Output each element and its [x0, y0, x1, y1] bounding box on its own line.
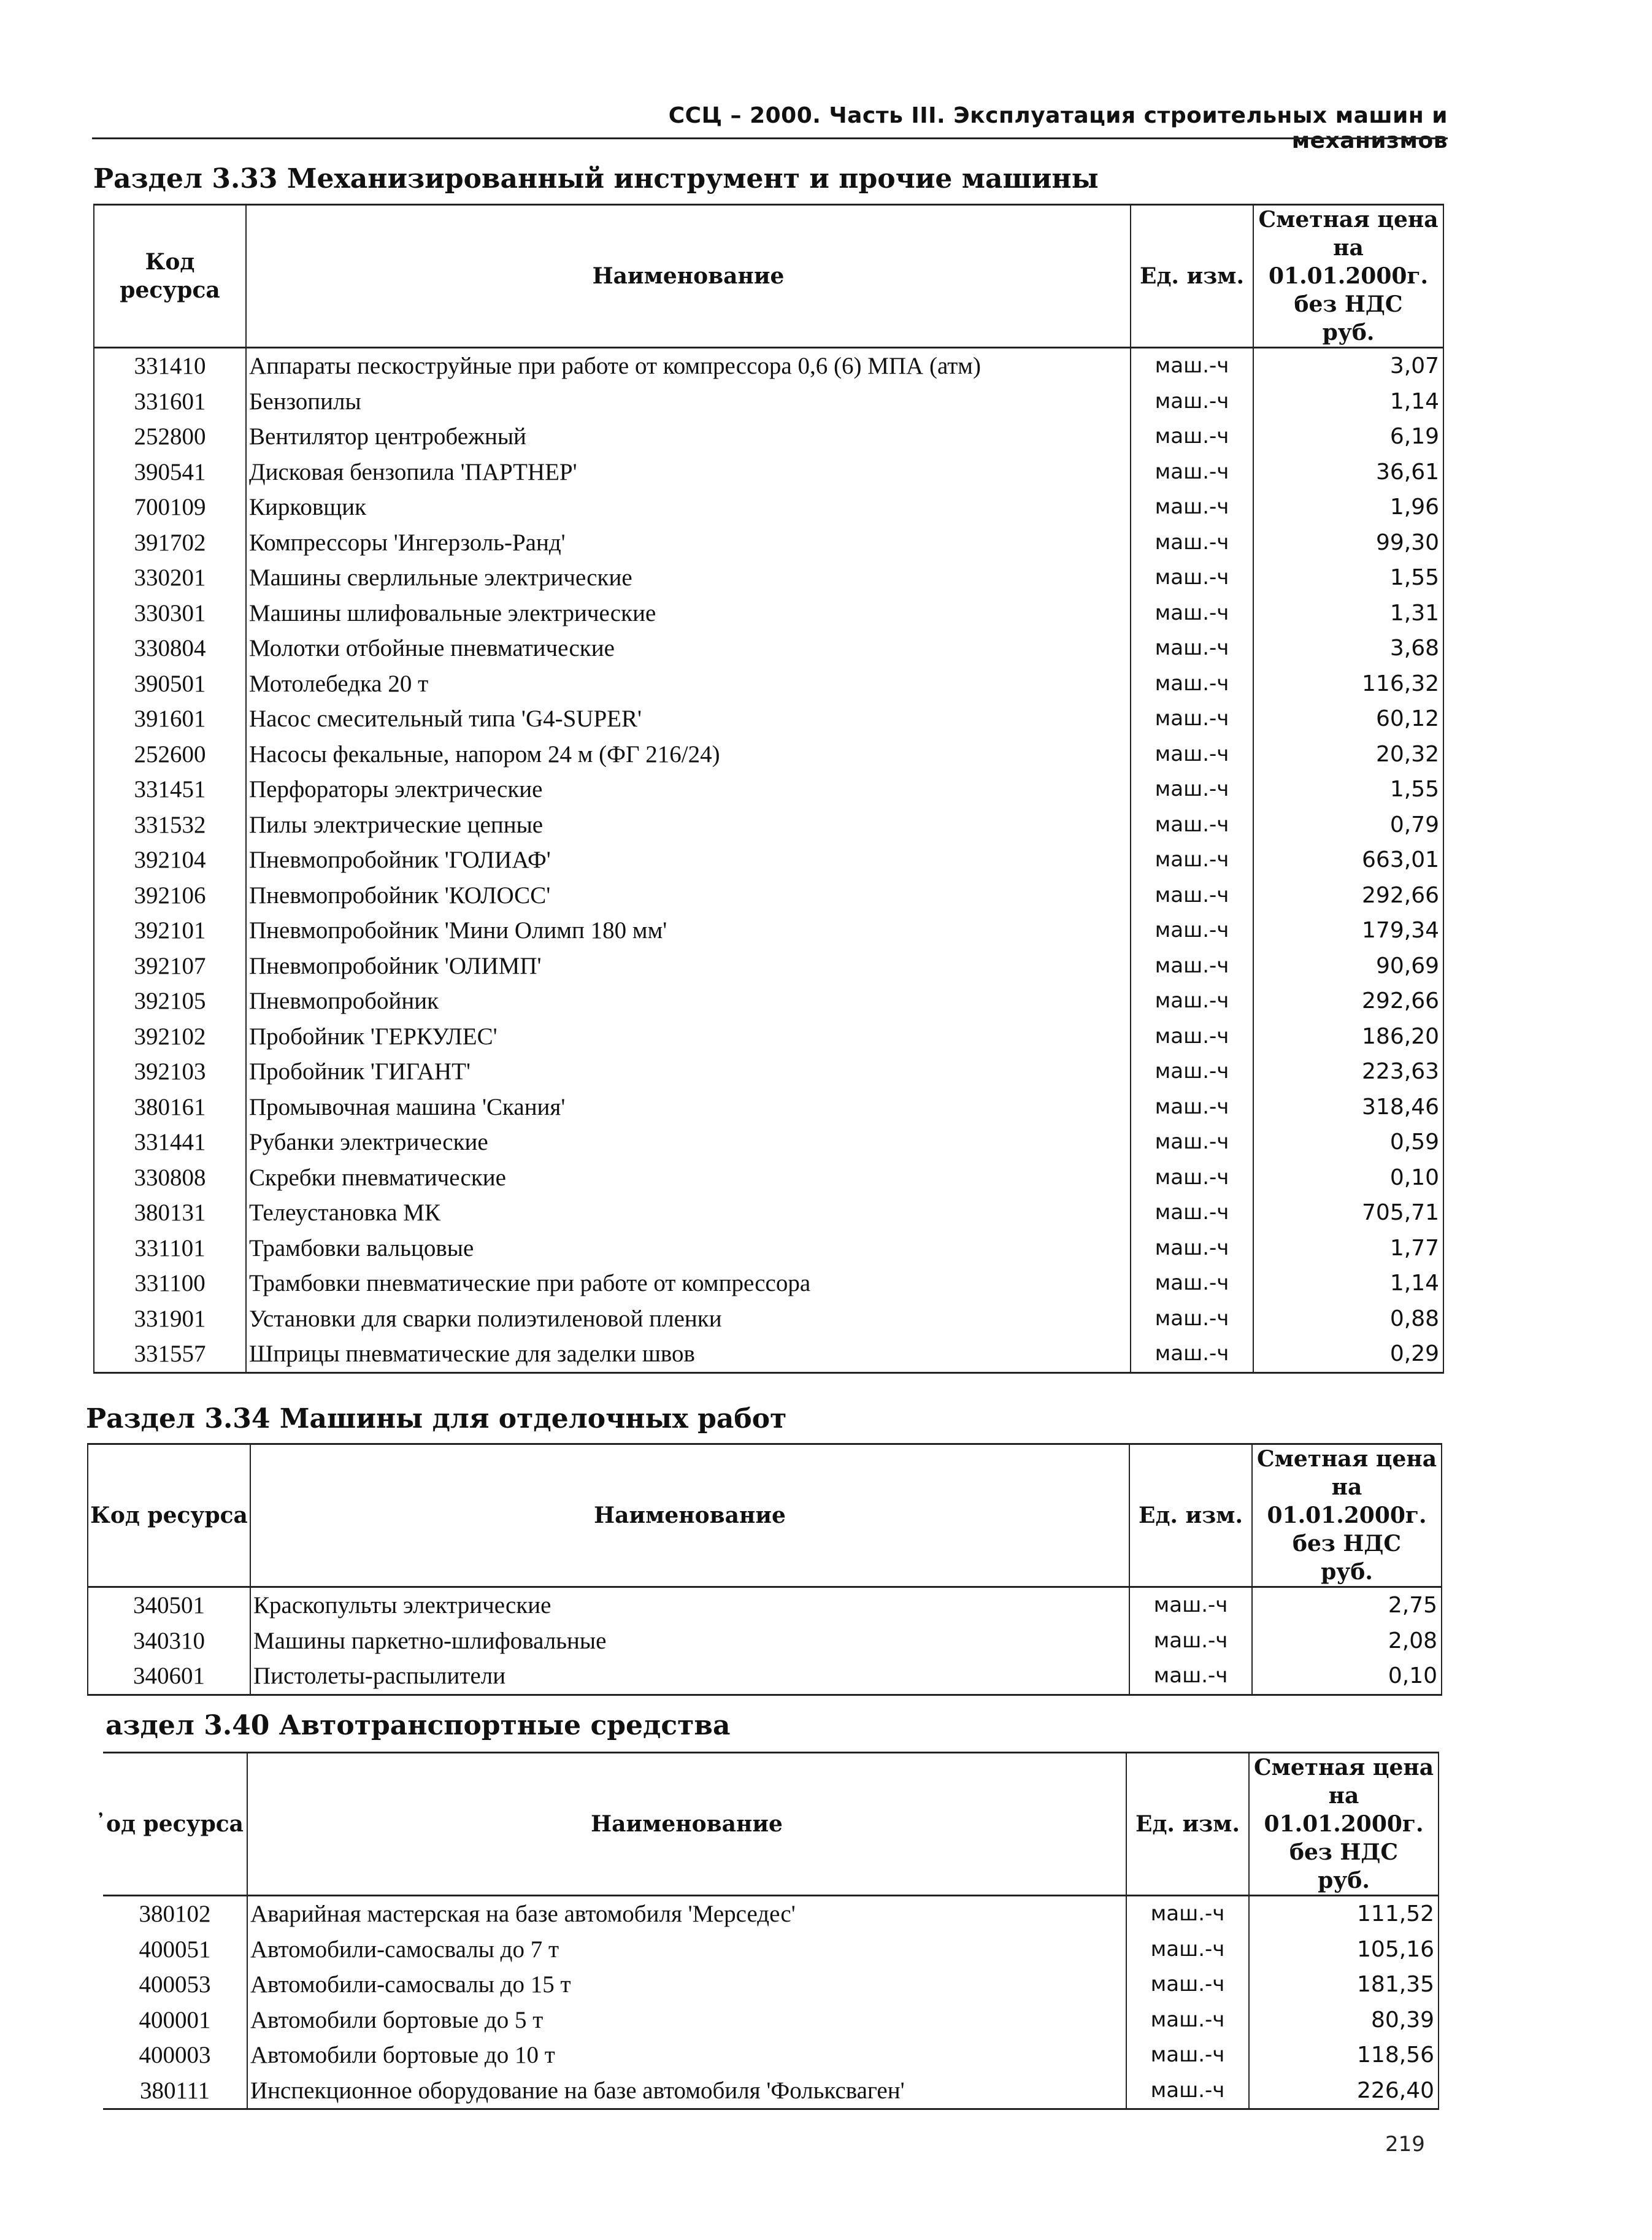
table-row — [88, 1587, 1442, 1623]
resource-code-cell: 400001 — [103, 2003, 247, 2038]
price-cell: 20,32 — [1253, 737, 1443, 772]
table-row — [94, 596, 1443, 631]
price-cell: 2,75 — [1252, 1587, 1442, 1623]
resource-name-cell: Машины сверлильные электрические — [246, 560, 1131, 596]
table-row — [103, 2038, 1439, 2073]
resource-name-cell: Пробойник 'ГЕРКУЛЕС' — [246, 1019, 1131, 1055]
table-row — [94, 1054, 1443, 1090]
resource-code-cell: 331451 — [94, 772, 246, 807]
resource-code-cell: 331410 — [94, 348, 246, 384]
price-cell: 2,08 — [1252, 1623, 1442, 1659]
unit-cell: маш.-ч — [1131, 1090, 1253, 1125]
table-row — [103, 2003, 1439, 2038]
resource-name-cell: Установки для сварки полиэтиленовой пленки — [246, 1301, 1131, 1337]
unit-cell: маш.-ч — [1131, 1125, 1253, 1160]
table-row — [94, 1301, 1443, 1337]
resource-name-cell: Шприцы пневматические для заделки швов — [246, 1336, 1131, 1372]
price-table-3-33 — [93, 204, 1444, 1374]
unit-cell: маш.-ч — [1129, 1658, 1252, 1695]
resource-name-cell: Пневмопробойник 'Мини Олимп 180 мм' — [246, 913, 1131, 949]
price-cell: 3,68 — [1253, 631, 1443, 666]
resource-name-cell: Аппараты пескоструйные при работе от компрессора 0,6 (6) МПА (атм) — [246, 348, 1131, 384]
price-cell: 1,55 — [1253, 560, 1443, 596]
resource-code-cell: 392102 — [94, 1019, 246, 1055]
table-row — [94, 1231, 1443, 1266]
price-header-line3: без НДС — [1289, 1839, 1399, 1865]
column-header-code: ̓од ресурса — [103, 1753, 247, 1896]
unit-cell: маш.-ч — [1131, 631, 1253, 666]
price-cell: 318,46 — [1253, 1090, 1443, 1125]
resource-code-cell: 380131 — [94, 1195, 246, 1231]
resource-code-cell: 252800 — [94, 419, 246, 455]
unit-cell: маш.-ч — [1131, 1019, 1253, 1055]
resource-name-cell: Трамбовки пневматические при работе от компрессора — [246, 1266, 1131, 1301]
unit-cell: маш.-ч — [1131, 807, 1253, 843]
unit-cell: маш.-ч — [1131, 596, 1253, 631]
resource-code-cell: 331100 — [94, 1266, 246, 1301]
table-row — [94, 384, 1443, 420]
column-header-price — [1252, 1444, 1442, 1587]
price-header-line1: Сметная цена — [1253, 1755, 1434, 1780]
resource-code-cell: 331557 — [94, 1336, 246, 1372]
unit-cell: маш.-ч — [1131, 666, 1253, 702]
price-cell: 3,07 — [1253, 348, 1443, 384]
unit-cell: маш.-ч — [1126, 2003, 1249, 2038]
column-header-unit: Ед. изм. — [1126, 1753, 1249, 1896]
resource-code-cell: 330201 — [94, 560, 246, 596]
resource-name-cell: Пневмопробойник 'ГОЛИАФ' — [246, 842, 1131, 878]
price-header-line2: на 01.01.2000г. — [1267, 1474, 1427, 1528]
price-cell: 1,55 — [1253, 772, 1443, 807]
table-row — [94, 525, 1443, 561]
table-body — [103, 1896, 1439, 2109]
price-cell: 118,56 — [1249, 2038, 1439, 2073]
unit-cell: маш.-ч — [1131, 525, 1253, 561]
column-header-name: Наименование — [246, 205, 1131, 348]
resource-code-cell: 380161 — [94, 1090, 246, 1125]
resource-code-cell: 252600 — [94, 737, 246, 772]
resource-code-cell: 331441 — [94, 1125, 246, 1160]
table-row — [103, 1967, 1439, 2003]
resource-name-cell: Скребки пневматические — [246, 1160, 1131, 1196]
unit-cell: маш.-ч — [1131, 772, 1253, 807]
resource-name-cell: Автомобили бортовые до 10 т — [247, 2038, 1126, 2073]
unit-cell: маш.-ч — [1131, 1301, 1253, 1337]
resource-code-cell: 392104 — [94, 842, 246, 878]
table-row — [94, 878, 1443, 914]
resource-name-cell: Краскопульты электрические — [250, 1587, 1129, 1623]
column-header-price — [1253, 205, 1443, 348]
price-header-line1: Сметная цена — [1258, 207, 1439, 233]
resource-code-cell: 331901 — [94, 1301, 246, 1337]
table-row — [103, 2073, 1439, 2109]
price-cell: 0,10 — [1253, 1160, 1443, 1196]
price-cell: 1,77 — [1253, 1231, 1443, 1266]
price-header-line2: на 01.01.2000г. — [1264, 1783, 1424, 1837]
table-row — [94, 1019, 1443, 1055]
column-header-unit: Ед. изм. — [1131, 205, 1253, 348]
unit-cell: маш.-ч — [1131, 490, 1253, 525]
price-cell: 1,96 — [1253, 490, 1443, 525]
table-row — [94, 842, 1443, 878]
running-header: ССЦ – 2000. Часть III. Эксплуатация строительных машин и механизмов — [668, 103, 1448, 153]
table-row — [94, 455, 1443, 490]
unit-cell: маш.-ч — [1131, 737, 1253, 772]
resource-code-cell: 340310 — [88, 1623, 250, 1659]
unit-cell: маш.-ч — [1131, 560, 1253, 596]
unit-cell: маш.-ч — [1131, 983, 1253, 1019]
resource-name-cell: Дисковая бензопила 'ПАРТНЕР' — [246, 455, 1131, 490]
unit-cell: маш.-ч — [1126, 1932, 1249, 1968]
price-cell: 60,12 — [1253, 701, 1443, 737]
unit-cell: маш.-ч — [1131, 913, 1253, 949]
price-cell: 116,32 — [1253, 666, 1443, 702]
table-row — [94, 772, 1443, 807]
table-row — [94, 490, 1443, 525]
resource-name-cell: Инспекционное оборудование на базе автомобиля 'Фольксваген' — [247, 2073, 1126, 2109]
resource-code-cell: 392101 — [94, 913, 246, 949]
resource-code-cell: 391702 — [94, 525, 246, 561]
price-header-line4: руб. — [1321, 1559, 1373, 1585]
resource-code-cell: 340601 — [88, 1658, 250, 1695]
column-header-name: Наименование — [247, 1753, 1126, 1896]
table-row — [94, 737, 1443, 772]
price-cell: 186,20 — [1253, 1019, 1443, 1055]
table-row — [94, 1336, 1443, 1372]
price-header-line4: руб. — [1318, 1868, 1370, 1893]
unit-cell: маш.-ч — [1131, 878, 1253, 914]
table-row — [88, 1623, 1442, 1659]
price-cell: 99,30 — [1253, 525, 1443, 561]
table-header-row — [94, 205, 1443, 348]
unit-cell: маш.-ч — [1131, 384, 1253, 420]
unit-cell: маш.-ч — [1131, 1231, 1253, 1266]
unit-cell: маш.-ч — [1131, 1266, 1253, 1301]
unit-cell: маш.-ч — [1126, 2073, 1249, 2109]
unit-cell: маш.-ч — [1129, 1623, 1252, 1659]
resource-name-cell: Рубанки электрические — [246, 1125, 1131, 1160]
resource-code-cell: 392103 — [94, 1054, 246, 1090]
price-header-line1: Сметная цена — [1256, 1446, 1437, 1472]
table-row — [94, 419, 1443, 455]
table-body — [94, 348, 1443, 1373]
price-header-line4: руб. — [1322, 320, 1375, 345]
table-header-row — [88, 1444, 1442, 1587]
unit-cell: маш.-ч — [1131, 455, 1253, 490]
resource-code-cell: 331101 — [94, 1231, 246, 1266]
unit-cell: маш.-ч — [1131, 419, 1253, 455]
price-header-line3: без НДС — [1294, 291, 1403, 317]
price-cell: 80,39 — [1249, 2003, 1439, 2038]
resource-name-cell: Трамбовки вальцовые — [246, 1231, 1131, 1266]
unit-cell: маш.-ч — [1131, 1195, 1253, 1231]
resource-code-cell: 700109 — [94, 490, 246, 525]
resource-code-cell: 331532 — [94, 807, 246, 843]
resource-name-cell: Телеустановка МК — [246, 1195, 1131, 1231]
column-header-name: Наименование — [250, 1444, 1129, 1587]
price-cell: 1,31 — [1253, 596, 1443, 631]
resource-code-cell: 330301 — [94, 596, 246, 631]
resource-name-cell: Автомобили бортовые до 5 т — [247, 2003, 1126, 2038]
resource-code-cell: 330804 — [94, 631, 246, 666]
resource-code-cell: 400051 — [103, 1932, 247, 1968]
price-header-line3: без НДС — [1292, 1531, 1402, 1557]
price-cell: 179,34 — [1253, 913, 1443, 949]
resource-code-cell: 392107 — [94, 949, 246, 984]
table-row — [94, 807, 1443, 843]
table-row — [94, 701, 1443, 737]
resource-code-cell: 400003 — [103, 2038, 247, 2073]
table-header-row — [103, 1753, 1439, 1896]
price-cell: 181,35 — [1249, 1967, 1439, 2003]
column-header-code: Код ресурса — [88, 1444, 250, 1587]
column-header-price — [1249, 1753, 1439, 1896]
price-cell: 0,79 — [1253, 807, 1443, 843]
resource-code-cell: 390501 — [94, 666, 246, 702]
resource-name-cell: Промывочная машина 'Скания' — [246, 1090, 1131, 1125]
table-row — [94, 949, 1443, 984]
section-title-3-40: аздел 3.40 Автотранспортные средства — [106, 1710, 731, 1741]
table-row — [94, 631, 1443, 666]
table-row — [94, 1160, 1443, 1196]
table-row — [94, 1090, 1443, 1125]
table-row — [94, 913, 1443, 949]
price-cell: 223,63 — [1253, 1054, 1443, 1090]
table-row — [94, 1195, 1443, 1231]
unit-cell: маш.-ч — [1131, 842, 1253, 878]
price-cell: 292,66 — [1253, 983, 1443, 1019]
resource-name-cell: Вентилятор центробежный — [246, 419, 1131, 455]
resource-name-cell: Автомобили-самосвалы до 7 т — [247, 1932, 1126, 1968]
unit-cell: маш.-ч — [1126, 1896, 1249, 1932]
resource-code-cell: 392106 — [94, 878, 246, 914]
resource-name-cell: Пробойник 'ГИГАНТ' — [246, 1054, 1131, 1090]
section-title-3-33: Раздел 3.33 Механизированный инструмент и прочие машины — [93, 163, 1099, 194]
table-row — [94, 1125, 1443, 1160]
resource-name-cell: Пневмопробойник 'ОЛИМП' — [246, 949, 1131, 984]
resource-name-cell: Пневмопробойник 'КОЛОСС' — [246, 878, 1131, 914]
unit-cell: маш.-ч — [1131, 348, 1253, 384]
price-cell: 0,59 — [1253, 1125, 1443, 1160]
table-row — [94, 666, 1443, 702]
table-row — [88, 1658, 1442, 1695]
price-cell: 226,40 — [1249, 2073, 1439, 2109]
resource-name-cell: Пистолеты-распылители — [250, 1658, 1129, 1695]
price-cell: 105,16 — [1249, 1932, 1439, 1968]
resource-code-cell: 392105 — [94, 983, 246, 1019]
unit-cell: маш.-ч — [1126, 2038, 1249, 2073]
price-cell: 705,71 — [1253, 1195, 1443, 1231]
price-table-3-34 — [87, 1443, 1442, 1696]
price-table-3-40 — [103, 1752, 1439, 2110]
unit-cell: маш.-ч — [1131, 949, 1253, 984]
resource-name-cell: Аварийная мастерская на базе автомобиля 'Мерседес' — [247, 1896, 1126, 1932]
unit-cell: маш.-ч — [1126, 1967, 1249, 2003]
resource-code-cell: 330808 — [94, 1160, 246, 1196]
table-row — [94, 560, 1443, 596]
resource-code-cell: 391601 — [94, 701, 246, 737]
page-number: 219 — [1385, 2132, 1425, 2157]
resource-name-cell: Машины шлифовальные электрические — [246, 596, 1131, 631]
table-row — [103, 1932, 1439, 1968]
unit-cell: маш.-ч — [1131, 1336, 1253, 1372]
resource-code-cell: 400053 — [103, 1967, 247, 2003]
resource-name-cell: Молотки отбойные пневматические — [246, 631, 1131, 666]
unit-cell: маш.-ч — [1131, 1054, 1253, 1090]
resource-name-cell: Мотолебедка 20 т — [246, 666, 1131, 702]
resource-name-cell: Кирковщик — [246, 490, 1131, 525]
price-cell: 0,10 — [1252, 1658, 1442, 1695]
unit-cell: маш.-ч — [1131, 701, 1253, 737]
table-row — [94, 348, 1443, 384]
section-title-3-34: Раздел 3.34 Машины для отделочных работ — [86, 1403, 787, 1434]
price-cell: 6,19 — [1253, 419, 1443, 455]
price-cell: 111,52 — [1249, 1896, 1439, 1932]
resource-code-cell: 380111 — [103, 2073, 247, 2109]
resource-name-cell: Пилы электрические цепные — [246, 807, 1131, 843]
resource-name-cell: Автомобили-самосвалы до 15 т — [247, 1967, 1126, 2003]
table-body — [88, 1587, 1442, 1695]
table-row — [94, 983, 1443, 1019]
resource-name-cell: Насос смесительный типа 'G4-SUPER' — [246, 701, 1131, 737]
resource-code-cell: 380102 — [103, 1896, 247, 1932]
resource-name-cell: Перфораторы электрические — [246, 772, 1131, 807]
resource-code-cell: 390541 — [94, 455, 246, 490]
unit-cell: маш.-ч — [1129, 1587, 1252, 1623]
price-cell: 1,14 — [1253, 1266, 1443, 1301]
unit-cell: маш.-ч — [1131, 1160, 1253, 1196]
column-header-unit: Ед. изм. — [1129, 1444, 1252, 1587]
resource-code-cell: 331601 — [94, 384, 246, 420]
price-cell: 0,29 — [1253, 1336, 1443, 1372]
resource-name-cell: Машины паркетно-шлифовальные — [250, 1623, 1129, 1659]
header-rule — [92, 137, 1448, 139]
price-header-line2: на 01.01.2000г. — [1268, 235, 1429, 289]
price-cell: 292,66 — [1253, 878, 1443, 914]
price-cell: 36,61 — [1253, 455, 1443, 490]
table-row — [94, 1266, 1443, 1301]
resource-code-cell: 340501 — [88, 1587, 250, 1623]
resource-name-cell: Компрессоры 'Ингерзоль-Ранд' — [246, 525, 1131, 561]
resource-name-cell: Насосы фекальные, напором 24 м (ФГ 216/24) — [246, 737, 1131, 772]
price-cell: 1,14 — [1253, 384, 1443, 420]
price-cell: 90,69 — [1253, 949, 1443, 984]
resource-name-cell: Пневмопробойник — [246, 983, 1131, 1019]
price-cell: 663,01 — [1253, 842, 1443, 878]
column-header-code: Код ресурса — [94, 205, 246, 348]
resource-name-cell: Бензопилы — [246, 384, 1131, 420]
table-row — [103, 1896, 1439, 1932]
price-cell: 0,88 — [1253, 1301, 1443, 1337]
